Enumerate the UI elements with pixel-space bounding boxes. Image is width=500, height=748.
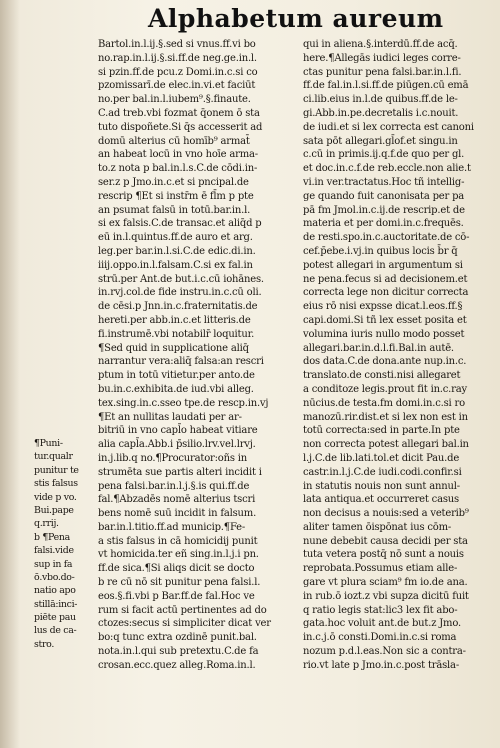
left-text-column bbox=[98, 38, 286, 673]
text-line: capi.domi.Si tñ lex esset posita et bbox=[303, 314, 467, 326]
marginal-note bbox=[34, 437, 96, 651]
text-line: eos.§.fi.vbi p Bar.ff.de fal.Hoc ve bbox=[98, 590, 255, 602]
marginal-line: stro. bbox=[34, 638, 55, 650]
text-line: C.ad treb.vbi fozmat q̄onem ō sta bbox=[98, 107, 260, 119]
text-line: ff.de sica.¶Si aliqs dicit se docto bbox=[98, 563, 255, 575]
binding-shadow bbox=[0, 0, 20, 748]
text-line: leg.per bar.in.l.si.C.de edic.di.in. bbox=[98, 245, 256, 257]
text-line: in statutis nouis non sunt annul- bbox=[303, 480, 460, 492]
marginal-line: lus de ca- bbox=[34, 625, 77, 637]
text-line: non correcta potest allegari bal.in bbox=[303, 439, 469, 451]
text-line: ptum in totū vitietur.per anto.de bbox=[98, 370, 255, 382]
text-line: gi.Abb.in.pe.decretalis i.c.nouit. bbox=[303, 107, 459, 119]
text-line: narrantur vera:aliq̄ falsa:an rescri bbox=[98, 356, 264, 368]
marginal-line: q.rrij. bbox=[34, 518, 59, 530]
marginal-line: stis falsus bbox=[34, 478, 78, 490]
text-line: translato.de consti.nisi allegaret bbox=[303, 370, 461, 382]
text-line: lata antiqua.et occurreret casus bbox=[303, 494, 459, 506]
text-line: potest allegari in argumentum si bbox=[303, 259, 463, 271]
text-line: correcta lege non dicitur correcta bbox=[303, 287, 469, 299]
text-line: bo:q tunc extra ozdinē punit.bal. bbox=[98, 632, 257, 644]
text-line: b re cū nō sit punitur pena falsi.l. bbox=[98, 577, 261, 589]
text-line: ¶Sed quid in supplicatione aliq̄ bbox=[98, 342, 249, 354]
text-line: bu.in.c.exhibita.de iud.vbi alleg. bbox=[98, 383, 254, 395]
text-line: q ratio legis stat:lic3 lex fit abo- bbox=[303, 604, 458, 616]
text-line: in rub.ō iozt.z vbi supza dicitū fuit bbox=[303, 590, 469, 602]
text-line: strū.per Ant.de but.i.c.cū iohānes. bbox=[98, 273, 264, 285]
text-line: pzomissarī.de elec.in.vi.et faciūt bbox=[98, 80, 256, 92]
text-line: ff.de fal.in.l.si.ff.de piūgen.cū emā bbox=[303, 80, 469, 92]
text-line: si pzin.ff.de pcu.z Domi.in.c.si co bbox=[98, 66, 258, 78]
text-line: to.z nota p bal.in.l.s.C.de cōdi.in- bbox=[98, 163, 258, 175]
marginal-line: stillā:inci- bbox=[34, 598, 78, 610]
text-line: si ex falsis.C.de transac.et aliq̄d p bbox=[98, 218, 262, 230]
text-line: nozum p.d.l.eas.Non sic a contra- bbox=[303, 646, 466, 658]
text-line: reprobata.Possumus etiam alle- bbox=[303, 563, 458, 575]
text-line: de cēsi.p Jnn.in.c.fraternitatis.de bbox=[98, 301, 258, 313]
text-line: nota.in.l.qui sub pretextu.C.de fa bbox=[98, 646, 259, 658]
marginal-line: tur.qualr bbox=[34, 451, 73, 463]
text-line: c.cū in primis.ij.q.f.de quo per gl. bbox=[303, 149, 465, 161]
text-line: alia capl̄a.Abb.i p̄silio.lrv.vel.lrvj. bbox=[98, 439, 256, 451]
text-line: bitriū in vno capl̄o habeat vitiare bbox=[98, 425, 258, 437]
text-line: nune debebit causa decidi per sta bbox=[303, 535, 468, 547]
marginal-line: piēte pau bbox=[34, 612, 76, 624]
text-line: tuta vetera postq̄ nō sunt a nouis bbox=[303, 549, 464, 561]
text-line: rum si facit actū pertinentes ad do bbox=[98, 604, 267, 616]
text-line: ci.lib.eius in.l.de quibus.ff.de le- bbox=[303, 94, 458, 106]
text-line: bens nomē suū incidit in falsum. bbox=[98, 508, 257, 520]
text-line: et doc.in.c.f.de reb.eccle.non alie.t bbox=[303, 163, 471, 175]
text-line: de iudi.et si lex correcta est canoni bbox=[303, 121, 474, 133]
text-line: ctas punitur pena falsi.bar.in.l.fi. bbox=[303, 66, 462, 78]
text-line: aliter tamen ōispōnat ius cōm- bbox=[303, 521, 452, 533]
marginal-line: sup in fa bbox=[34, 558, 73, 570]
text-line: pena falsi.bar.in.l.j.§.is qui.ff.de bbox=[98, 480, 250, 492]
text-line: manozū.rir.dist.et si lex non est in bbox=[303, 411, 468, 423]
text-line: rio.vt late p Jmo.in.c.post trāsla- bbox=[303, 659, 459, 671]
text-line: fi.instrumē.vbi notabilr̄ loquitur. bbox=[98, 328, 255, 340]
text-line: ser.z p Jmo.in.c.et si pncipal.de bbox=[98, 176, 249, 188]
text-line: in.j.lib.q no.¶Procurator:oñs in bbox=[98, 452, 247, 464]
text-line: qui in aliena.§.interdū.ff.de acq̄. bbox=[303, 39, 458, 50]
text-line: allegari.bar.in.d.l.fi.Bal.in autē. bbox=[303, 342, 454, 354]
text-line: rescrip ¶Et si instr̄m ē fl̄m p pte bbox=[98, 190, 254, 202]
running-title: Alphabetum aureum bbox=[148, 4, 444, 33]
text-line: eius rō nisi expsse dicat.l.eos.ff.§ bbox=[303, 301, 463, 313]
text-line: ctozes:secus si simpliciter dicat ver bbox=[98, 618, 271, 630]
text-line: cef.p̄ebe.i.vj.in quibus locis b̄r q̄ bbox=[303, 245, 458, 257]
text-line: gare vt plura sciam⁹ fm io.de ana. bbox=[303, 577, 468, 589]
text-line: Bartol.in.l.ij.§.sed si vnus.ff.vi bo bbox=[98, 39, 256, 50]
marginal-line: vide p vo. bbox=[34, 491, 77, 503]
marginal-line: Bui.pape bbox=[34, 504, 74, 516]
text-line: in.c.j.ō consti.Domi.in.c.si roma bbox=[303, 632, 457, 644]
marginal-line: ¶Puni- bbox=[34, 438, 63, 449]
text-line: de resti.spo.in.c.auctoritate.de cō- bbox=[303, 232, 470, 244]
text-line: sata pōt allegari.gl̄of.et singu.in bbox=[303, 135, 458, 147]
text-line: totū correcta:sed in parte.In pte bbox=[303, 425, 460, 437]
text-line: vi.in ver.tractatus.Hoc tñ intellig- bbox=[303, 176, 465, 188]
text-line: in.rvj.col.de fide instru.in.c.cū oli. bbox=[98, 287, 262, 299]
right-text-column bbox=[303, 38, 495, 673]
text-line: an habeat locū in vno hoīe arma- bbox=[98, 149, 258, 161]
text-line: tuto dispoñete.Si q̄s accesserit ad bbox=[98, 121, 263, 133]
text-line: no.rap.in.l.ij.§.si.ff.de neg.ge.in.l. bbox=[98, 52, 257, 64]
marginal-line: natio apo bbox=[34, 585, 76, 597]
text-line: strumēta sue partis alteri incidit i bbox=[98, 466, 262, 478]
text-line: non decisus a nouis:sed a veterib⁹ bbox=[303, 508, 469, 520]
text-line: dos data.C.de dona.ante nup.in.c. bbox=[303, 356, 467, 368]
text-line: pā fm Jmol.in.c.ij.de rescrip.et de bbox=[303, 204, 465, 216]
marginal-line: b ¶Pena bbox=[34, 531, 70, 543]
text-line: volumina iuris nullo modo posset bbox=[303, 328, 465, 340]
text-line: hereti.per abb.in.c.et litteris.de bbox=[98, 314, 251, 326]
text-line: ge quando fuit canonisata per pa bbox=[303, 190, 465, 202]
text-line: here.¶Allegās iudici leges corre- bbox=[303, 52, 461, 64]
text-line: eū in.l.quintus.ff.de auro et arg. bbox=[98, 232, 253, 244]
text-line: nūcius.de testa.fm domi.in.c.si ro bbox=[303, 397, 465, 409]
text-line: a stis falsus in cā homicidij punit bbox=[98, 535, 258, 547]
text-line: iiij.oppo.in.l.falsam.C.si ex fal.in bbox=[98, 259, 253, 271]
text-line: vt homicida.ter eñ sing.in.l.j.i pn. bbox=[98, 549, 259, 561]
text-line: crosan.ecc.quez alleg.Roma.in.l. bbox=[98, 659, 256, 671]
text-line: materia et per domi.in.c.frequēs. bbox=[303, 218, 464, 230]
marginal-line: punitur te bbox=[34, 464, 79, 476]
marginal-line: ō.vbo.do- bbox=[34, 571, 75, 583]
text-line: domū alterius cū homīb⁹ armat̄ bbox=[98, 135, 250, 147]
text-line: castr.in.l.j.C.de iudi.codi.confir.si bbox=[303, 466, 462, 478]
marginal-line: falsi.vide bbox=[34, 545, 74, 557]
text-line: l.j.C.de lib.lati.tol.et dicit Pau.de bbox=[303, 452, 460, 464]
text-line: bar.in.l.titio.ff.ad municip.¶Fe- bbox=[98, 521, 246, 533]
text-line: ne pena.fecus si ad decisionem.et bbox=[303, 273, 468, 285]
text-line: ¶Et an nullitas laudati per ar- bbox=[98, 411, 242, 423]
text-line: tex.sing.in.c.sseo tpe.de rescp.in.vj bbox=[98, 397, 269, 409]
text-line: no.per bal.in.l.iubem⁹.§.finaute. bbox=[98, 94, 251, 106]
text-line: an psumat falsū in totū.bar.in.l. bbox=[98, 204, 251, 216]
text-line: a conditoze legis.prout fit in.c.ray bbox=[303, 383, 467, 395]
text-line: fal.¶Abzadēs nomē alterius tscri bbox=[98, 494, 256, 506]
text-line: gata.hoc voluit ant.de but.z Jmo. bbox=[303, 618, 461, 630]
